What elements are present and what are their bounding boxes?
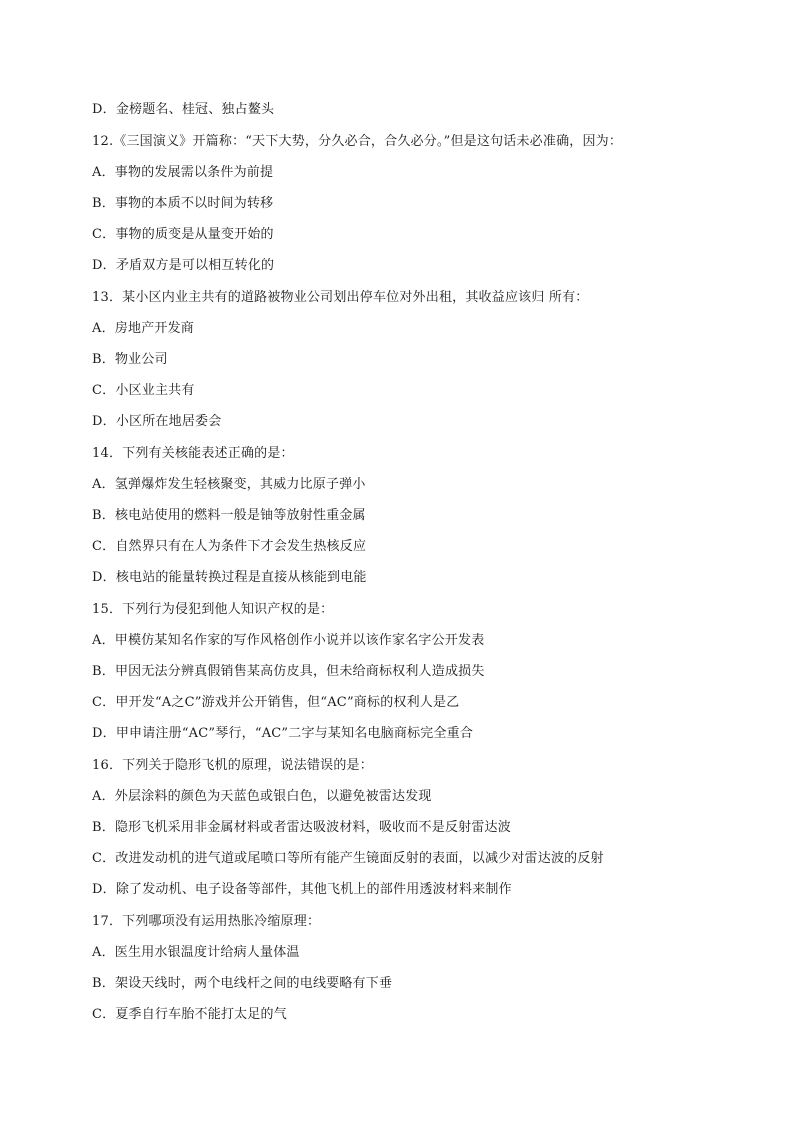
question-14: 14．下列有关核能表述正确的是： bbox=[92, 446, 294, 461]
option-12a: A．事物的发展需以条件为前提 bbox=[92, 165, 274, 180]
option-15b: B．甲因无法分辨真假销售某高仿皮具，但未给商标权利人造成损失 bbox=[92, 664, 485, 679]
option-16c: C．改进发动机的进气道或尾喷口等所有能产生镜面反射的表面，以减少对雷达波的反射 bbox=[92, 851, 604, 866]
option-17a: A．医生用水银温度计给病人量体温 bbox=[92, 945, 300, 960]
question-16: 16．下列关于隐形飞机的原理，说法错误的是： bbox=[92, 758, 373, 773]
option-16d: D．除了发动机、电子设备等部件，其他飞机上的部件用透波材料来制作 bbox=[92, 882, 512, 897]
option-16a: A．外层涂料的颜色为天蓝色或银白色，以避免被雷达发现 bbox=[92, 789, 432, 804]
option-12c: C．事物的质变是从量变开始的 bbox=[92, 227, 274, 242]
question-17: 17．下列哪项没有运用热胀冷缩原理： bbox=[92, 914, 321, 929]
option-17b: B．架设天线时，两个电线杆之间的电线要略有下垂 bbox=[92, 976, 393, 991]
option-14d: D．核电站的能量转换过程是直接从核能到电能 bbox=[92, 570, 367, 585]
option-13b: B．物业公司 bbox=[92, 352, 168, 367]
option-14c: C．自然界只有在人为条件下才会发生热核反应 bbox=[92, 539, 367, 554]
question-13: 13．某小区内业主共有的道路被物业公司划出停车位对外出租，其收益应该归 所有： bbox=[92, 290, 589, 305]
option-14b: B．核电站使用的燃料一般是铀等放射性重金属 bbox=[92, 508, 366, 523]
option-15c: C．甲开发“A之C”游戏并公开销售，但“AC”商标的权利人是乙 bbox=[92, 695, 460, 710]
question-15: 15．下列行为侵犯到他人知识产权的是： bbox=[92, 602, 334, 617]
option-15d: D．甲申请注册“AC”琴行，“AC”二字与某知名电脑商标完全重合 bbox=[92, 726, 474, 741]
option-11d: D．金榜题名、桂冠、独占鳌头 bbox=[92, 102, 275, 117]
option-15a: A．甲模仿某知名作家的写作风格创作小说并以该作家名字公开发表 bbox=[92, 633, 485, 648]
option-14a: A．氢弹爆炸发生轻核聚变，其威力比原子弹小 bbox=[92, 477, 366, 492]
option-13d: D．小区所在地居委会 bbox=[92, 414, 222, 429]
option-13c: C．小区业主共有 bbox=[92, 383, 195, 398]
option-12b: B．事物的本质不以时间为转移 bbox=[92, 196, 274, 211]
option-17c: C．夏季自行车胎不能打太足的气 bbox=[92, 1007, 287, 1022]
option-16b: B．隐形飞机采用非金属材料或者雷达吸波材料，吸收而不是反射雷达波 bbox=[92, 820, 511, 835]
option-12d: D．矛盾双方是可以相互转化的 bbox=[92, 258, 275, 273]
question-12: 12.《三国演义》开篇称：“天下大势，分久必合，合久必分。”但是这句话未必准确，因为： bbox=[92, 134, 623, 149]
option-13a: A．房地产开发商 bbox=[92, 321, 194, 336]
